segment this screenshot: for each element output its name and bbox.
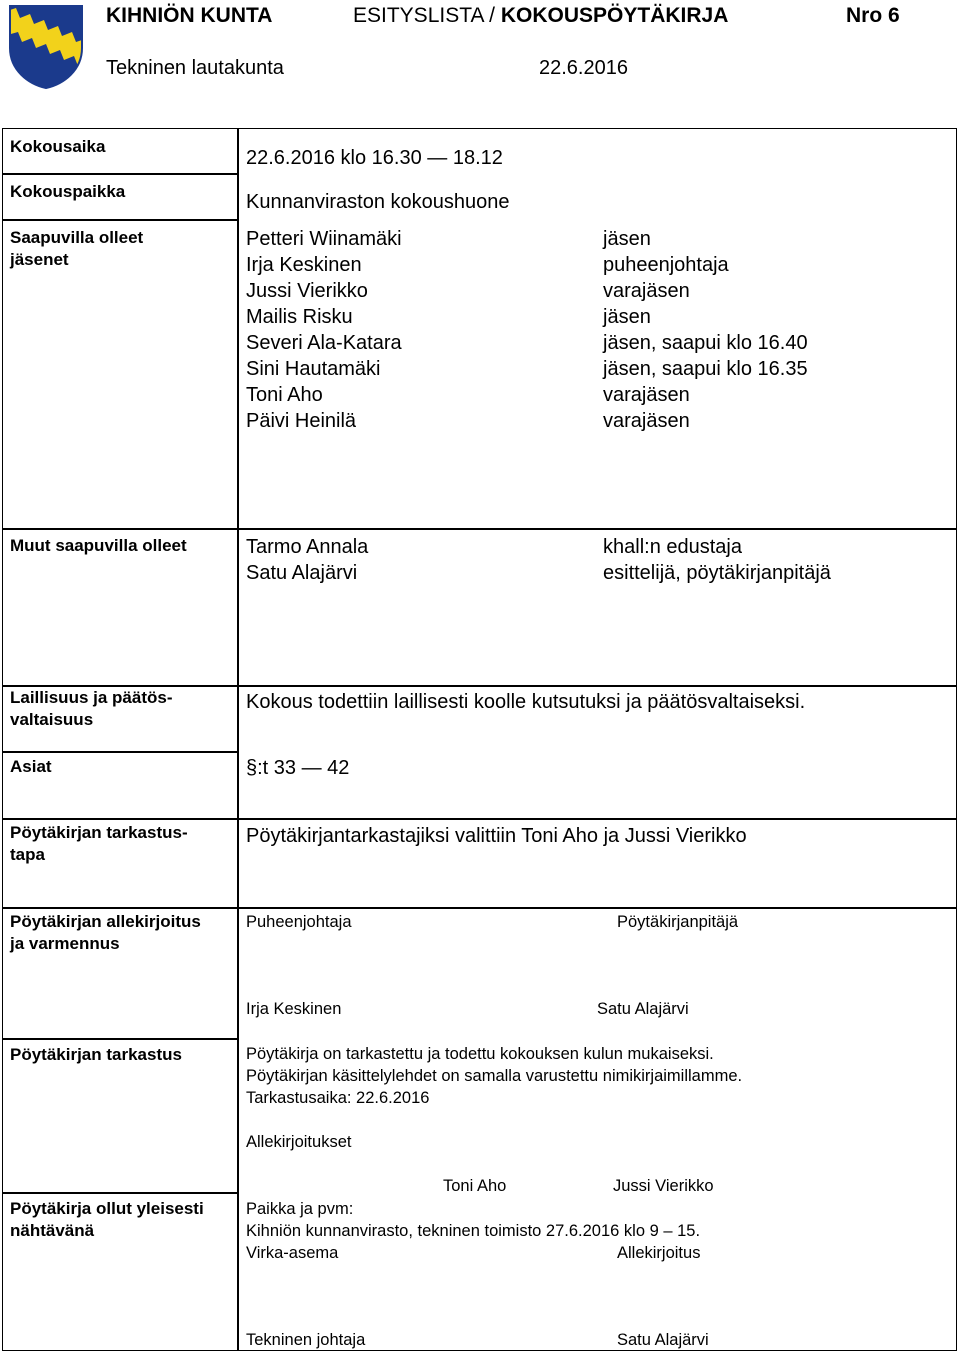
header-date: 22.6.2016	[539, 57, 628, 79]
member-name: Mailis Risku	[246, 306, 353, 328]
check-text	[246, 1043, 742, 1109]
check-method-label-line-1: Pöytäkirjan tarkastus-	[10, 823, 188, 842]
secretary-name: Satu Alajärvi	[597, 1000, 689, 1018]
public-label	[10, 1198, 204, 1242]
position-label: Virka-asema	[246, 1244, 339, 1262]
member-role: puheenjohtaja	[603, 254, 729, 276]
members-label-line-1: Saapuvilla olleet	[10, 228, 144, 247]
signatures-label: Allekirjoitukset	[246, 1133, 352, 1151]
items-label: Asiat	[10, 757, 52, 776]
row-divider	[2, 173, 238, 175]
members-label-line-2: jäsenet	[10, 250, 69, 269]
checker-name: Toni Aho	[443, 1177, 507, 1195]
legality-label-line-1: Laillisuus ja päätös-	[10, 688, 173, 707]
position-value: Tekninen johtaja	[246, 1331, 366, 1349]
other-name: Tarmo Annala	[246, 536, 369, 558]
member-name: Petteri Wiinamäki	[246, 228, 402, 250]
document-number: Nro 6	[846, 4, 900, 27]
row-divider	[2, 528, 957, 530]
meeting-time-label: Kokousaika	[10, 137, 106, 156]
checker-name: Jussi Vierikko	[613, 1177, 714, 1195]
member-role: varajäsen	[603, 410, 690, 432]
others-label: Muut saapuvilla olleet	[10, 536, 187, 555]
secretary-title: Pöytäkirjanpitäjä	[617, 913, 739, 931]
chair-title: Puheenjohtaja	[246, 913, 352, 931]
public-label-line-2: nähtävänä	[10, 1221, 95, 1240]
meeting-place-label: Kokouspaikka	[10, 182, 126, 201]
member-name: Päivi Heinilä	[246, 410, 357, 432]
member-name: Toni Aho	[246, 384, 323, 406]
member-role: varajäsen	[603, 384, 690, 406]
document-type-prefix: ESITYSLISTA /	[353, 4, 501, 27]
member-role: varajäsen	[603, 280, 690, 302]
other-role: khall:n edustaja	[603, 536, 742, 558]
member-name: Severi Ala-Katara	[246, 332, 402, 354]
document-type	[353, 4, 728, 28]
public-label-line-1: Pöytäkirja ollut yleisesti	[10, 1199, 204, 1218]
check-text-line: Pöytäkirjan käsittelylehdet on samalla varustettu nimikirjaimillamme.	[246, 1067, 743, 1085]
check-text-line: Pöytäkirja on tarkastettu ja todettu kokouksen kulun mukaiseksi.	[246, 1045, 714, 1063]
public-place-value: Kihniön kunnanvirasto, tekninen toimisto 27.6.2016 klo 9 – 15.	[246, 1222, 701, 1240]
public-signer: Satu Alajärvi	[617, 1331, 709, 1349]
minutes-table-frame	[2, 128, 957, 1351]
items-value: §:t 33 — 42	[246, 757, 350, 779]
members-roles	[603, 226, 808, 434]
row-divider	[2, 751, 238, 753]
check-method-value: Pöytäkirjantarkastajiksi valittiin Toni Aho ja Jussi Vierikko	[246, 825, 747, 847]
others-names	[246, 534, 368, 586]
row-divider	[2, 1038, 238, 1040]
public-signature-label: Allekirjoitus	[617, 1244, 701, 1262]
check-method-label	[10, 822, 188, 866]
row-divider	[2, 907, 957, 909]
member-role: jäsen, saapui klo 16.35	[603, 358, 808, 380]
label-column-divider	[237, 128, 239, 1351]
other-role: esittelijä, pöytäkirjanpitäjä	[603, 562, 831, 584]
member-role: jäsen	[603, 306, 651, 328]
check-label: Pöytäkirjan tarkastus	[10, 1045, 182, 1064]
member-name: Irja Keskinen	[246, 254, 362, 276]
meeting-time-value: 22.6.2016 klo 16.30 — 18.12	[246, 147, 503, 169]
members-label	[10, 227, 143, 271]
legality-label	[10, 687, 173, 731]
row-divider	[2, 1192, 238, 1194]
member-name: Sini Hautamäki	[246, 358, 381, 380]
member-role: jäsen, saapui klo 16.40	[603, 332, 808, 354]
check-date: Tarkastusaika: 22.6.2016	[246, 1089, 430, 1107]
legality-value: Kokous todettiin laillisesti koolle kutsutuksi ja päätösvaltaiseksi.	[246, 691, 806, 713]
row-divider	[2, 818, 957, 820]
document-type-main: KOKOUSPÖYTÄKIRJA	[500, 4, 729, 27]
row-divider	[2, 219, 238, 221]
signature-label-line-2: ja varmennus	[10, 934, 120, 953]
legality-label-line-2: valtaisuus	[10, 710, 94, 729]
signature-label	[10, 911, 201, 955]
check-method-label-line-2: tapa	[10, 845, 45, 864]
member-role: jäsen	[603, 228, 651, 250]
meeting-place-value: Kunnanviraston kokoushuone	[246, 191, 510, 213]
municipality-name: KIHNIÖN KUNTA	[106, 4, 273, 27]
public-place-label: Paikka ja pvm:	[246, 1200, 354, 1218]
other-name: Satu Alajärvi	[246, 562, 358, 584]
others-roles	[603, 534, 831, 586]
signature-label-line-1: Pöytäkirjan allekirjoitus	[10, 912, 201, 931]
member-name: Jussi Vierikko	[246, 280, 368, 302]
municipality-crest-logo	[8, 4, 84, 90]
chair-name: Irja Keskinen	[246, 1000, 342, 1018]
members-names	[246, 226, 402, 434]
board-name: Tekninen lautakunta	[106, 57, 284, 79]
